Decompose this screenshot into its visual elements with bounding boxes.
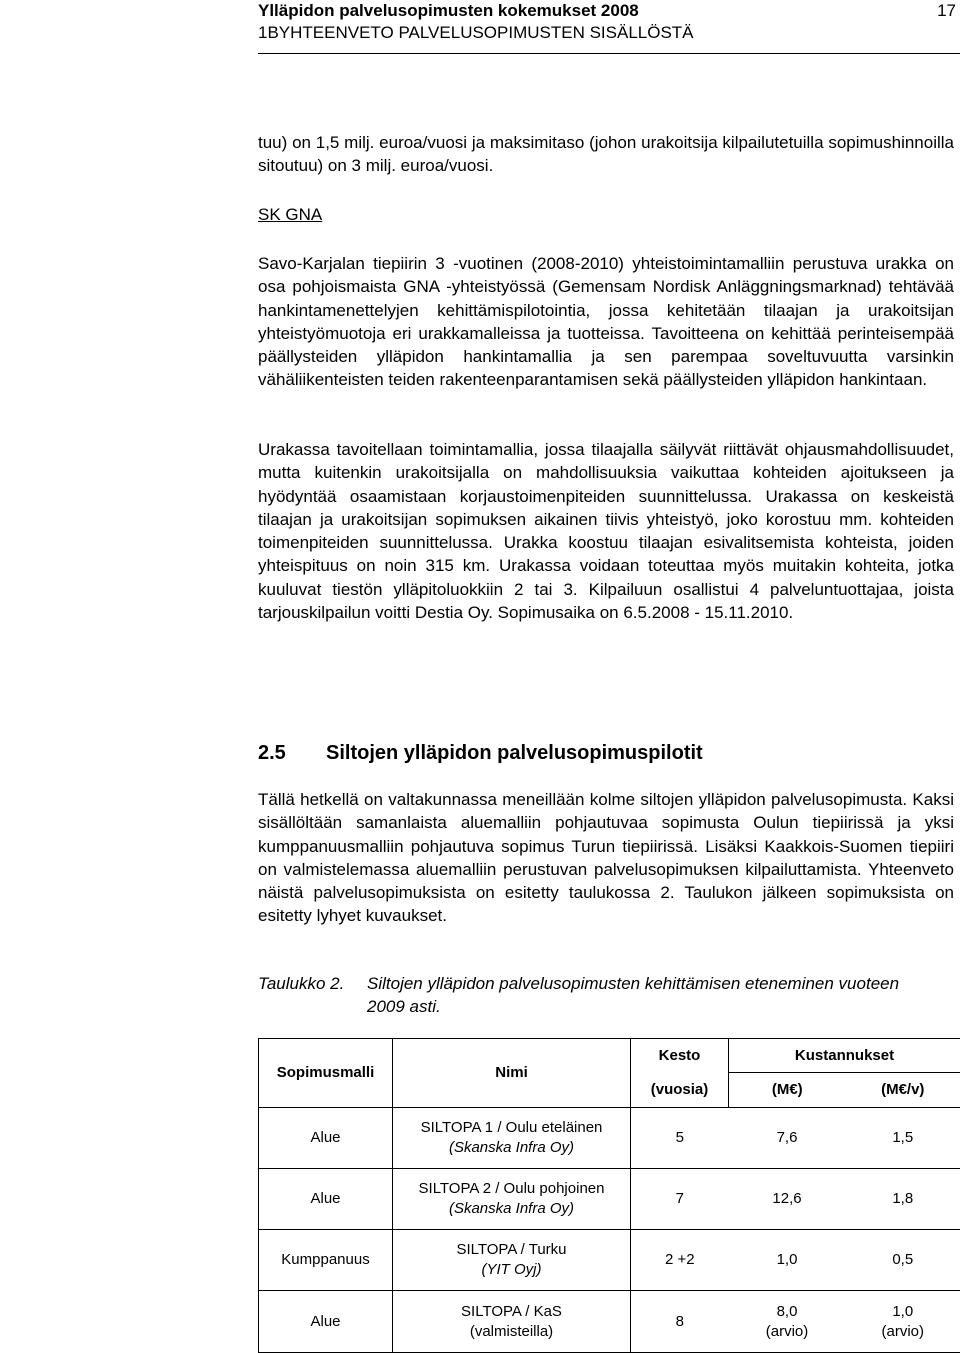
contract-name: SILTOPA 2 / Oulu pohjoinen xyxy=(419,1180,605,1197)
header-name: Nimi xyxy=(393,1039,631,1108)
cell-model: Alue xyxy=(259,1291,393,1353)
header-duration-unit: (vuosia) xyxy=(631,1073,729,1108)
contract-name: SILTOPA / KaS xyxy=(461,1303,562,1320)
header-model: Sopimusmalli xyxy=(259,1039,393,1108)
section-paragraph: Tällä hetkellä on valtakunnassa meneillään kolme siltojen ylläpidon palvelusopimusta. Kaksi sisällöltään samanlaista aluemalliin pohjautuvaa sopimusta Oulun tiepiirissä ja yksi kumppanuusmalliin pohjautuva sopimus Turun tiepiirissä. Lisäksi Kaakkois-Suomen tiepiiri on valmistelemassa aluemalliin perustuvan palvelusopimuksen kilpailuttamista. Yhteenveto näistä palvelusopimuksista on esitetty taulukossa 2. Taulukon jälkeen sopimuksista on esitetty lyhyet kuvaukset. xyxy=(258,788,954,928)
cell-name xyxy=(393,1108,631,1169)
caption-text: Siltojen ylläpidon palvelusopimusten kehittämisen eteneminen vuoteen xyxy=(367,974,899,993)
cell-cost-yearly: 1,8 xyxy=(846,1169,960,1230)
header-subtitle-text: 1BYHTEENVETO PALVELUSOPIMUSTEN SISÄLLÖSTÄ xyxy=(258,22,694,44)
cell-cost-yearly: 1,5 xyxy=(846,1108,960,1169)
cell-model: Kumppanuus xyxy=(259,1230,393,1291)
cell-cost-yearly: 0,5 xyxy=(846,1230,960,1291)
page-number: 17 xyxy=(937,0,956,22)
contract-name: SILTOPA / Turku xyxy=(456,1241,566,1258)
section-number: 2.5 xyxy=(258,739,326,767)
section-title: Siltojen ylläpidon palvelusopimuspilotit xyxy=(326,742,703,764)
cell-model: Alue xyxy=(259,1169,393,1230)
header-cost-total: (M€) xyxy=(729,1073,846,1108)
sk-gna-heading: SK GNA xyxy=(258,203,322,226)
caption-label: Taulukko 2. xyxy=(258,972,367,995)
contractor-name: (Skanska Infra Oy) xyxy=(449,1139,574,1156)
cell-cost-total: 7,6 xyxy=(729,1108,846,1169)
cell-name xyxy=(393,1169,631,1230)
cell-duration: 5 xyxy=(631,1108,729,1169)
cell-duration: 7 xyxy=(631,1169,729,1230)
table-caption xyxy=(258,972,958,1018)
table-row xyxy=(259,1169,960,1230)
contract-status: (valmisteilla) xyxy=(470,1323,553,1340)
cell-duration: 2 +2 xyxy=(631,1230,729,1291)
cost-yearly-value: 1,0 xyxy=(892,1303,913,1320)
cell-cost-total xyxy=(729,1291,846,1353)
sk-gna-paragraph: Savo-Karjalan tiepiirin 3 -vuotinen (2008-2010) yhteistoimintamalliin perustuva urakka on osa pohjoismaista GNA -yhteistyössä (Gemensam Nordisk Anläggningsmarknad) tehtävää hankintamenettelyjen kehittämispilotointia, jossa kehitetään tilaajan ja urakoitsijan yhteistyömuotoja eri urakkamalleissa ja tuotteissa. Tavoitteena on kehittää perinteisempää päällysteiden ylläpidon hankintamallia ja sen parempaa soveltuvuutta varsinkin vähäliikenteisten teiden rakenteenparantamisen sekä päällysteiden ylläpidon hankintaan. xyxy=(258,252,954,392)
cost-total-value: 8,0 xyxy=(777,1303,798,1320)
header-cost-yearly: (M€/v) xyxy=(846,1073,960,1108)
cell-cost-total: 12,6 xyxy=(729,1169,846,1230)
table-header-row xyxy=(259,1039,960,1073)
cell-model: Alue xyxy=(259,1108,393,1169)
contract-name: SILTOPA 1 / Oulu eteläinen xyxy=(421,1119,603,1136)
cell-duration: 8 xyxy=(631,1291,729,1353)
header-subtitle xyxy=(258,22,694,44)
header-costs: Kustannukset xyxy=(729,1039,960,1073)
table-row xyxy=(259,1230,960,1291)
intro-paragraph: tuu) on 1,5 milj. euroa/vuosi ja maksimitaso (johon urakoitsija kilpailutetuilla sopimushinnoilla sitoutuu) on 3 milj. euroa/vuosi. xyxy=(258,131,954,178)
cost-yearly-note: (arvio) xyxy=(881,1323,924,1340)
header-divider xyxy=(258,53,960,54)
header-title xyxy=(258,0,960,22)
section-heading xyxy=(258,739,703,767)
cost-total-note: (arvio) xyxy=(766,1323,809,1340)
header-title-text: Ylläpidon palvelusopimusten kokemukset 2008 xyxy=(258,1,639,20)
urakka-paragraph: Urakassa tavoitellaan toimintamallia, jossa tilaajalla säilyvät riittävät ohjausmahdollisuudet, mutta kuitenkin urakoitsijalla on mahdollisuuksia vaikuttaa kohteiden ajoitukseen ja hyödyntää osaamistaan korjaustoimenpiteiden suunnittelussa. Urakassa on keskeistä tilaajan ja urakoitsijan sopimuksen aikainen tiivis yhteistyö, joko korostuu mm. kohteiden toimenpiteiden suunnittelussa. Urakka koostuu tilaajan esivalitsemista kohteista, joiden yhteispituus on noin 315 km. Urakassa voidaan toteuttaa myös muitakin kohteita, jotka kuuluvat tiestön ylläpitoluokkiin 2 tai 3. Kilpailuun osallistui 4 palveluntuottajaa, joista tarjouskilpailun voitti Destia Oy. Sopimusaika on 6.5.2008 - 15.11.2010. xyxy=(258,438,954,624)
contractor-name: (Skanska Infra Oy) xyxy=(449,1200,574,1217)
cell-name xyxy=(393,1230,631,1291)
cell-cost-total: 1,0 xyxy=(729,1230,846,1291)
cell-cost-yearly xyxy=(846,1291,960,1353)
cell-name xyxy=(393,1291,631,1353)
table-row xyxy=(259,1108,960,1169)
header-duration: Kesto xyxy=(631,1039,729,1073)
caption-text-continued: 2009 asti. xyxy=(258,995,958,1018)
table-row xyxy=(259,1291,960,1353)
contractor-name: (YIT Oyj) xyxy=(482,1261,542,1278)
summary-table xyxy=(258,1038,960,1353)
